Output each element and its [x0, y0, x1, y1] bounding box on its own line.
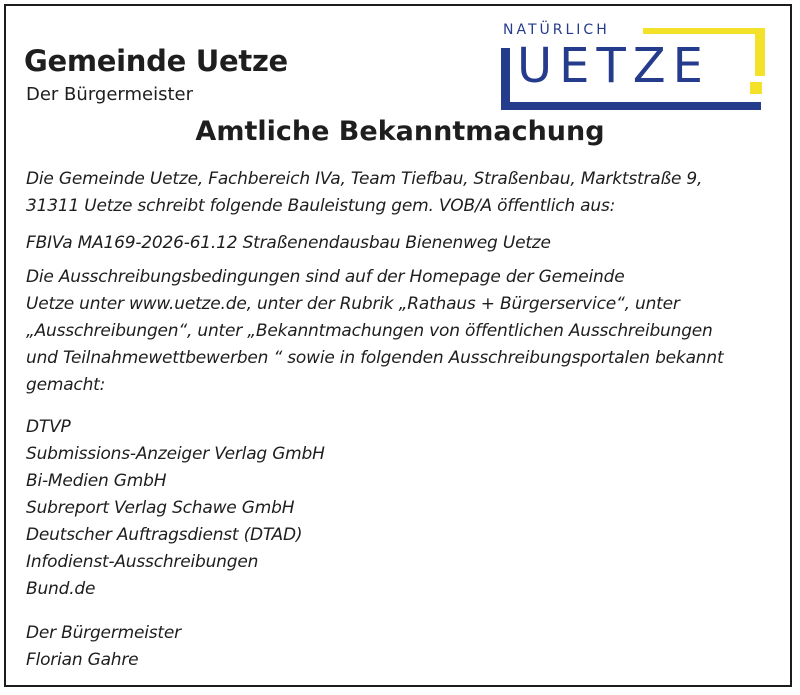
conditions-line: „Ausschreibungen“, unter „Bekanntmachungen von öffentlichen Ausschreibungen	[26, 321, 713, 341]
municipality-title: Gemeinde Uetze	[24, 44, 288, 78]
signature-name: Florian Gahre	[26, 650, 139, 670]
portal-item: Bund.de	[26, 579, 96, 599]
logo-blue-bar-left	[501, 48, 510, 110]
conditions-paragraph	[26, 264, 776, 399]
logo-blue-bar-bottom	[501, 102, 761, 110]
portal-item: Submissions-Anzeiger Verlag GmbH	[26, 444, 325, 464]
logo-top-text: NATÜRLICH	[503, 22, 610, 38]
portal-list	[26, 414, 776, 603]
portal-item: Subreport Verlag Schawe GmbH	[26, 498, 295, 518]
signature-block	[26, 620, 776, 674]
conditions-line: Die Ausschreibungsbedingungen sind auf der Homepage der Gemeinde	[26, 267, 625, 287]
portal-item: Bi-Medien GmbH	[26, 471, 167, 491]
portal-item: Deutscher Auftragsdienst (DTAD)	[26, 525, 303, 545]
signature-role: Der Bürgermeister	[26, 623, 181, 643]
logo-yellow-bar-right	[755, 28, 765, 76]
logo-yellow-bar-top	[643, 28, 765, 34]
logo-yellow-dot	[750, 82, 762, 94]
intro-line: Die Gemeinde Uetze, Fachbereich IVa, Team Tiefbau, Straßenbau, Marktstraße 9,	[26, 169, 703, 189]
project-title: FBIVa MA169-2026-61.12 Straßenendausbau Bienenweg Uetze	[26, 233, 551, 253]
municipality-subtitle: Der Bürgermeister	[26, 84, 194, 105]
uetze-logo	[497, 18, 769, 118]
conditions-line: Uetze unter www.uetze.de, unter der Rubrik „Rathaus + Bürgerservice“, unter	[26, 294, 680, 314]
logo-wordmark: UETZE	[517, 38, 710, 94]
notice-heading: Amtliche Bekanntmachung	[195, 116, 605, 147]
conditions-line: und Teilnahmewettbewerben “ sowie in folgenden Ausschreibungsportalen bekannt	[26, 348, 724, 368]
portal-item: Infodienst-Ausschreibungen	[26, 552, 259, 572]
portal-item: DTVP	[26, 417, 71, 437]
project-paragraph	[26, 230, 776, 257]
intro-paragraph	[26, 166, 776, 220]
conditions-line: gemacht:	[26, 375, 106, 395]
intro-line: 31311 Uetze schreibt folgende Bauleistung gem. VOB/A öffentlich aus:	[26, 196, 616, 216]
